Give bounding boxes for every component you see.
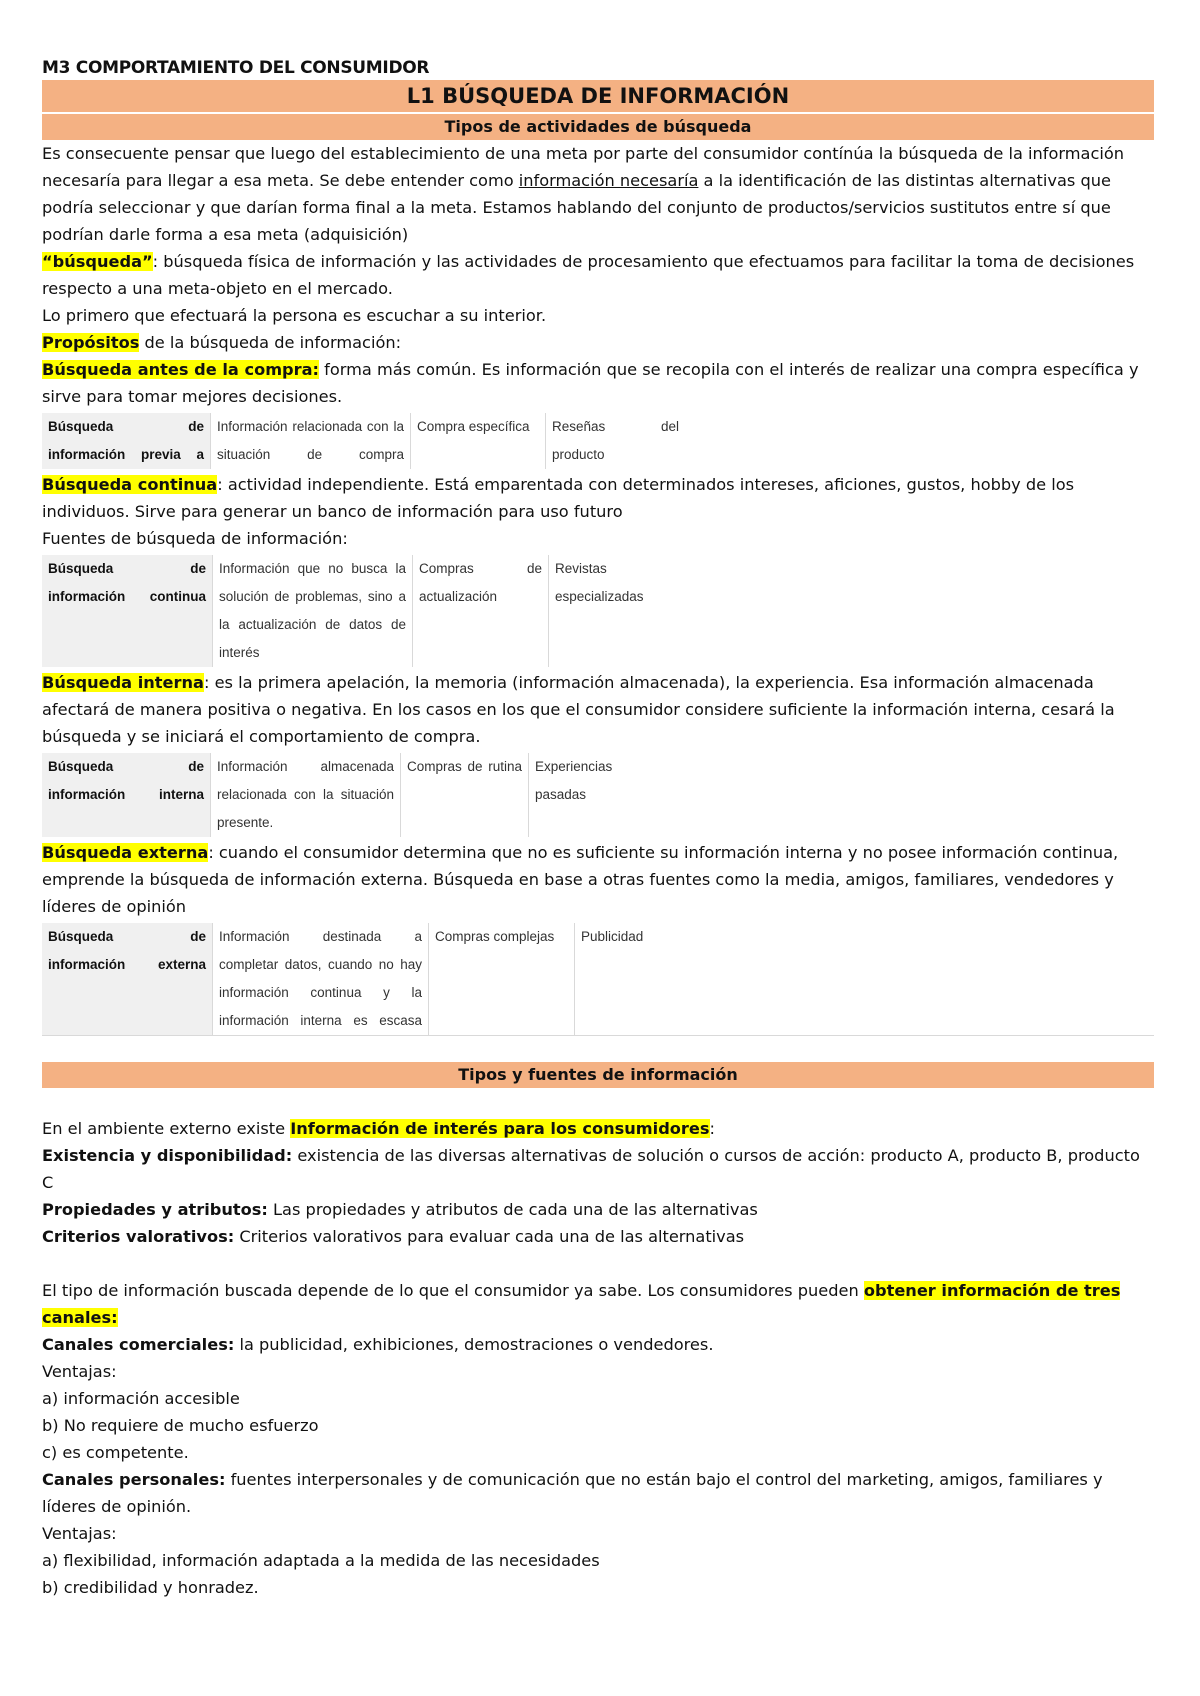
section-title-search-types: Tipos de actividades de búsqueda (42, 114, 1154, 140)
table-cell: Información almacenada relacionada con la situación presente. (210, 753, 400, 837)
first-step-text: Lo primero que efectuará la persona es escuchar a su interior. (42, 306, 547, 325)
intro-text-b: a la identificación de las distintas alternativas que podría seleccionar y que darían forma final a la meta. Estamos hablando del conjunto de productos/servicios sustitutos entre sí que podrían darle forma a esa meta (adquisición) (42, 171, 1111, 244)
section-title-info-sources: Tipos y fuentes de información (42, 1062, 1154, 1088)
search-definition-text: : búsqueda física de información y las actividades de procesamiento que efectuamos para facilitar la toma de decisiones respecto a una meta-objeto en el mercado. (42, 252, 1135, 298)
table-cell: Búsqueda de información interna (42, 753, 210, 837)
advantage-item: b) credibilidad y honradez. (42, 1578, 259, 1597)
table-cell: Búsqueda de información externa (42, 923, 212, 1035)
item-text: Las propiedades y atributos de cada una de las alternativas (267, 1200, 758, 1219)
search-term: “búsqueda” (42, 252, 153, 271)
advantage-item: a) flexibilidad, información adaptada a la medida de las necesidades (42, 1551, 600, 1570)
item-term: Propiedades y atributos: (42, 1200, 268, 1219)
commercial-term: Canales comerciales: (42, 1335, 235, 1354)
item-text: existencia de las diversas alternativas de solución o cursos de acción: producto A, producto B, producto C (42, 1146, 1140, 1192)
pre-purchase-paragraph (42, 356, 1154, 410)
info-interest-line (42, 1115, 1154, 1142)
info-interest-item (42, 1223, 1154, 1250)
pre-purchase-term: Búsqueda antes de la compra: (42, 360, 320, 379)
channels-lead: El tipo de información buscada depende de lo que el consumidor ya sabe. Los consumidores pueden (42, 1281, 864, 1300)
commercial-text: la publicidad, exhibiciones, demostraciones o vendedores. (234, 1335, 714, 1354)
info-interest-item (42, 1142, 1154, 1196)
table-cell: Experiencias pasadas (528, 753, 673, 837)
internal-paragraph (42, 669, 1154, 750)
table-cell: Información relacionada con la situación de compra (210, 413, 410, 469)
intro-text-a: Es consecuente pensar que luego del establecimiento de una meta por parte del consumidor contínúa la búsqueda de la información necesaría para llegar a esa meta. Se debe entender como (42, 144, 1125, 190)
table-cell: Reseñas del producto (545, 413, 685, 469)
table-cell: Compras de actualización (412, 555, 548, 667)
item-term: Existencia y disponibilidad: (42, 1146, 293, 1165)
info-interest-colon: : (709, 1119, 715, 1138)
item-text: Criterios valorativos para evaluar cada una de las alternativas (234, 1227, 745, 1246)
channels-term: obtener información de tres canales (42, 1281, 1121, 1327)
info-interest-term: Información de interés para los consumidores (290, 1119, 710, 1138)
intro-paragraph (42, 140, 1154, 248)
external-paragraph (42, 839, 1154, 920)
internal-table (42, 753, 1154, 837)
table-cell: Búsqueda de información continua (42, 555, 212, 667)
continuous-table (42, 555, 1154, 667)
external-table (42, 923, 1154, 1036)
search-definition (42, 248, 1154, 302)
purposes-term: Propósitos (42, 333, 140, 352)
pre-purchase-text: forma más común. Es información que se recopila con el interés de realizar una compra específica y sirve para tomar mejores decisiones. (42, 360, 1139, 406)
continuous-paragraph (42, 471, 1154, 525)
personal-channels (42, 1466, 1154, 1520)
advantage-item: b) No requiere de mucho esfuerzo (42, 1416, 319, 1435)
advantages-label: Ventajas: (42, 1362, 117, 1381)
pre-purchase-table (42, 413, 1154, 469)
info-interest-item (42, 1196, 1154, 1223)
table-cell: Información destinada a completar datos, cuando no hay información continua y la información interna es escasa (212, 923, 428, 1035)
table-cell: Búsqueda de información previa a (42, 413, 210, 469)
lesson-title: L1 BÚSQUEDA DE INFORMACIÓN (42, 80, 1154, 112)
external-term: Búsqueda externa (42, 843, 209, 862)
continuous-term: Búsqueda continua (42, 475, 218, 494)
personal-text: fuentes interpersonales y de comunicación que no están bajo el control del marketing, amigos, familiares y líderes de opinión. (42, 1470, 1103, 1516)
purposes-text: de la búsqueda de información: (139, 333, 402, 352)
internal-term: Búsqueda interna (42, 673, 204, 692)
info-interest-lead: En el ambiente externo existe (42, 1119, 291, 1138)
internal-text: : es la primera apelación, la memoria (información almacenada), la experiencia. Esa información almacenada afectará de manera positiva o negativa. En los casos en los que el consumidor considere suficiente la información interna, cesará la búsqueda y se iniciará el comportamiento de compra. (42, 673, 1115, 746)
personal-term: Canales personales: (42, 1470, 226, 1489)
course-title: M3 COMPORTAMIENTO DEL CONSUMIDOR (42, 58, 430, 78)
table-cell: Información que no busca la solución de problemas, sino a la actualización de datos de interés (212, 555, 412, 667)
item-term: Criterios valorativos: (42, 1227, 235, 1246)
purposes-line (42, 329, 1154, 356)
channels-colon: : (111, 1308, 118, 1327)
document-page (42, 58, 1154, 1601)
channels-intro (42, 1277, 1154, 1331)
sources-line: Fuentes de búsqueda de información: (42, 529, 348, 548)
table-cell: Publicidad (574, 923, 724, 1035)
advantage-item: c) es competente. (42, 1443, 189, 1462)
table-cell: Compras de rutina (400, 753, 528, 837)
external-text: : cuando el consumidor determina que no es suficiente su información interna y no posee información continua, emprende la búsqueda de información externa. Búsqueda en base a otras fuentes como la media, amigos, familiares, vendedores y líderes de opinión (42, 843, 1119, 916)
table-cell: Revistas especializadas (548, 555, 683, 667)
table-cell: Compras complejas (428, 923, 574, 1035)
continuous-text: : actividad independiente. Está emparentada con determinados intereses, aficiones, gustos, hobby de los individuos. Sirve para generar un banco de información para uso futuro (42, 475, 1075, 521)
intro-underlined-term: información necesaría (518, 171, 699, 190)
table-cell: Compra específica (410, 413, 545, 469)
advantage-item: a) información accesible (42, 1389, 240, 1408)
advantages-label: Ventajas: (42, 1524, 117, 1543)
commercial-channels (42, 1331, 1154, 1358)
